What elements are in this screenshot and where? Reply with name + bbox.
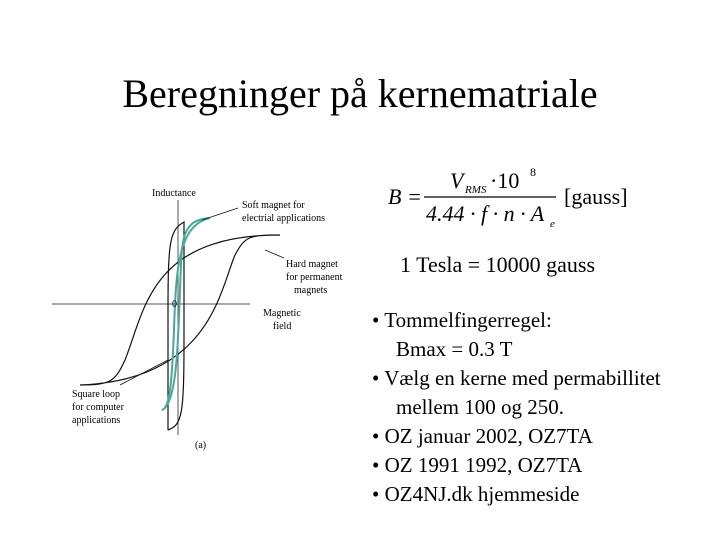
hysteresis-diagram [50,180,360,460]
bullet-line: • OZ4NJ.dk hjemmeside [372,482,580,506]
tesla-conversion: 1 Tesla = 10000 gauss [400,252,596,277]
soft-magnet-loop [162,218,210,410]
bullet-line: mellem 100 og 250. [396,395,564,419]
formula-numerator-var: V [450,168,464,193]
formula-numerator-factor: ·10 [490,168,520,193]
y-axis-label: Inductance [152,188,196,199]
square-label-line3: applications [72,415,121,426]
formula-numerator-exp: 8 [530,165,536,179]
soft-pointer [202,208,238,220]
soft-label-line1: Soft magnet for [242,200,305,211]
bullet-list [372,306,717,509]
hard-label-line1: Hard magnet [286,259,338,270]
bullet-line: • Vælg en kerne med permabillitet [372,366,661,390]
formula-numerator-sub: RMS [465,184,487,196]
bullet-line: • OZ 1991 1992, OZ7TA [372,453,583,477]
square-label-line1: Square loop [72,389,121,400]
hard-label-line2: for permanent [286,272,343,283]
page-title: Beregninger på kernematriale [122,71,598,116]
hard-pointer [265,250,284,258]
formula-lhs: B = [388,184,422,209]
formula-denominator: 4.44 · f · n · A [426,201,545,226]
square-pointer [120,360,168,385]
bullet-line: Bmax = 0.3 T [396,337,513,361]
panel-label: (a) [195,440,207,451]
bullet-line: • Tommelfingerregel: [372,308,552,332]
formula-denominator-sub: e [550,218,555,230]
formula-unit: [gauss] [564,184,628,209]
square-label-line2: for computer [72,402,124,413]
soft-label-line2: electrial applications [242,213,326,224]
x-axis-label-line2: field [273,321,292,332]
hard-label-line3: magnets [294,285,328,296]
x-axis-label-line1: Magnetic [263,308,301,319]
flux-density-formula [384,160,714,240]
bullet-line: • OZ januar 2002, OZ7TA [372,424,593,448]
origin-label: 0 [172,299,177,310]
